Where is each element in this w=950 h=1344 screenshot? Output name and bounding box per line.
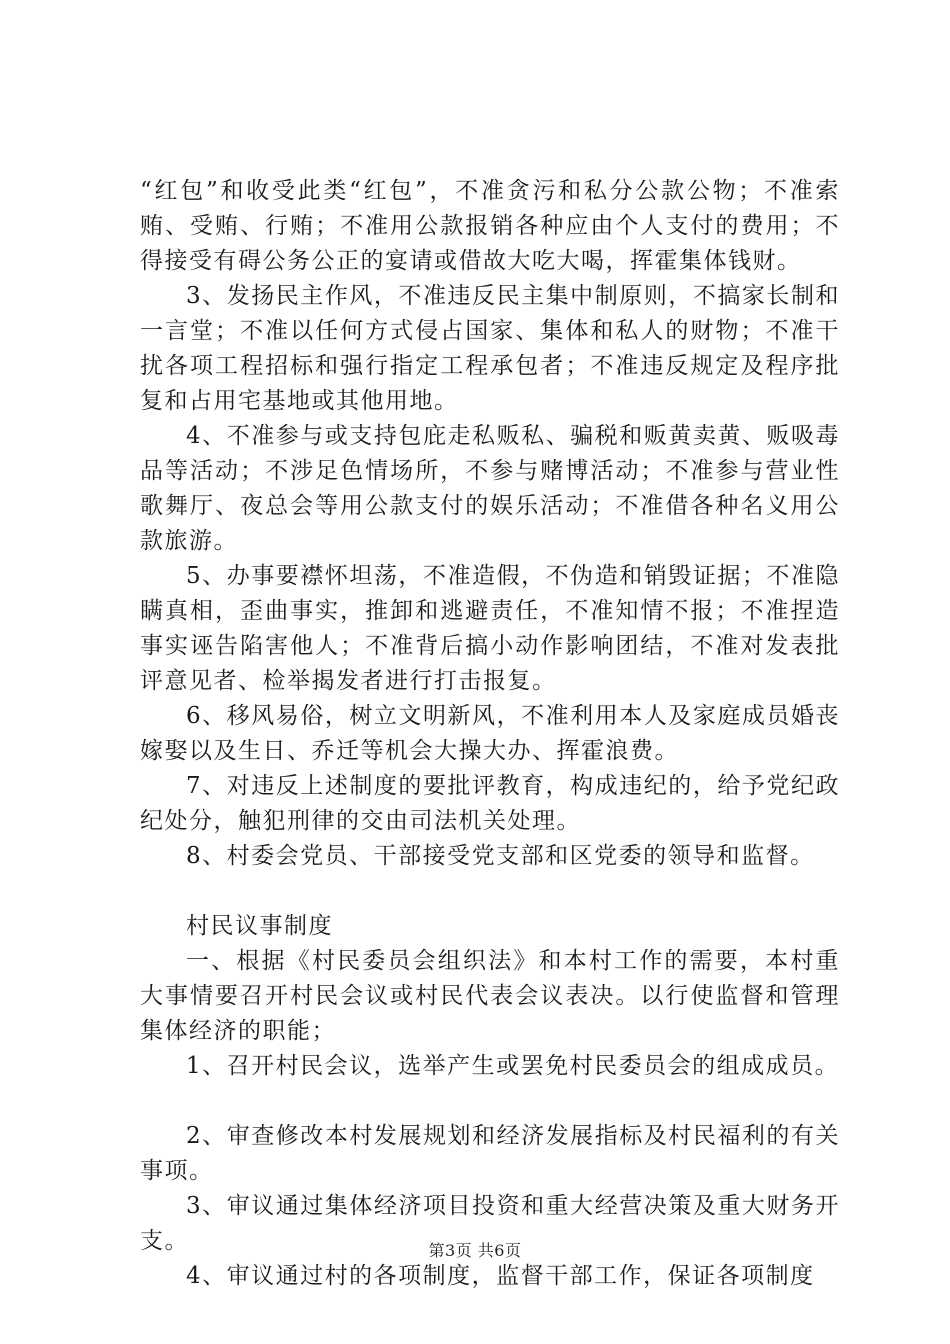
paragraph-rule-2: 2、审查修改本村发展规划和经济发展指标及村民福利的有关事项。 — [140, 1123, 840, 1184]
section-title: 村民议事制度 — [186, 913, 333, 939]
page-footer: 第3页 共6页 — [428, 1241, 522, 1260]
document-body — [140, 174, 840, 1294]
paragraph-item-3: 3、发扬民主作风，不准违反民主集中制原则，不搞家长制和一言堂；不准以任何方式侵占国家、集体和私人的财物；不准干扰各项工程招标和强行指定工程承包者；不准违反规定及程序批复和占用宅基地或其他用地。 — [140, 283, 840, 414]
paragraph-item-5: 5、办事要襟怀坦荡，不准造假，不伪造和销毁证据；不准隐瞒真相，歪曲事实，推卸和逃避责任，不准知情不报；不准捏造事实诬告陷害他人；不准背后搞小动作影响团结，不准对发表批评意见者、检举揭发者进行打击报复。 — [140, 563, 840, 694]
paragraph-section-intro: 一、根据《村民委员会组织法》和本村工作的需要，本村重大事情要召开村民会议或村民代表会议表决。以行使监督和管理集体经济的职能； — [140, 948, 840, 1044]
paragraph-item-8: 8、村委会党员、干部接受党支部和区党委的领导和监督。 — [186, 843, 815, 869]
paragraph-rule-3: 3、审议通过集体经济项目投资和重大经营决策及重大财务开支。 — [140, 1193, 840, 1254]
paragraph-hongbao: “红包”和收受此类“红包”，不准贪污和私分公款公物；不准索贿、受贿、行贿；不准用公款报销各种应由个人支付的费用；不得接受有碍公务公正的宴请或借故大吃大喝，挥霍集体钱财。 — [140, 178, 840, 274]
paragraph-item-6: 6、移风易俗，树立文明新风，不准利用本人及家庭成员婚丧嫁娶以及生日、乔迁等机会大操大办、挥霍浪费。 — [140, 703, 840, 764]
paragraph-item-4: 4、不准参与或支持包庇走私贩私、骗税和贩黄卖黄、贩吸毒品等活动；不涉足色情场所，不参与赌博活动；不准参与营业性歌舞厅、夜总会等用公款支付的娱乐活动；不准借各种名义用公款旅游。 — [140, 423, 840, 554]
paragraph-rule-1: 1、召开村民会议，选举产生或罢免村民委员会的组成成员。 — [186, 1053, 840, 1079]
paragraph-gap — [140, 1084, 840, 1119]
paragraph-rule-4: 4、审议通过村的各项制度，监督干部工作，保证各项制度 — [186, 1263, 815, 1289]
paragraph-item-7: 7、对违反上述制度的要批评教育，构成违纪的，给予党纪政纪处分，触犯刑律的交由司法机关处理。 — [140, 773, 840, 834]
section-gap — [140, 874, 840, 909]
